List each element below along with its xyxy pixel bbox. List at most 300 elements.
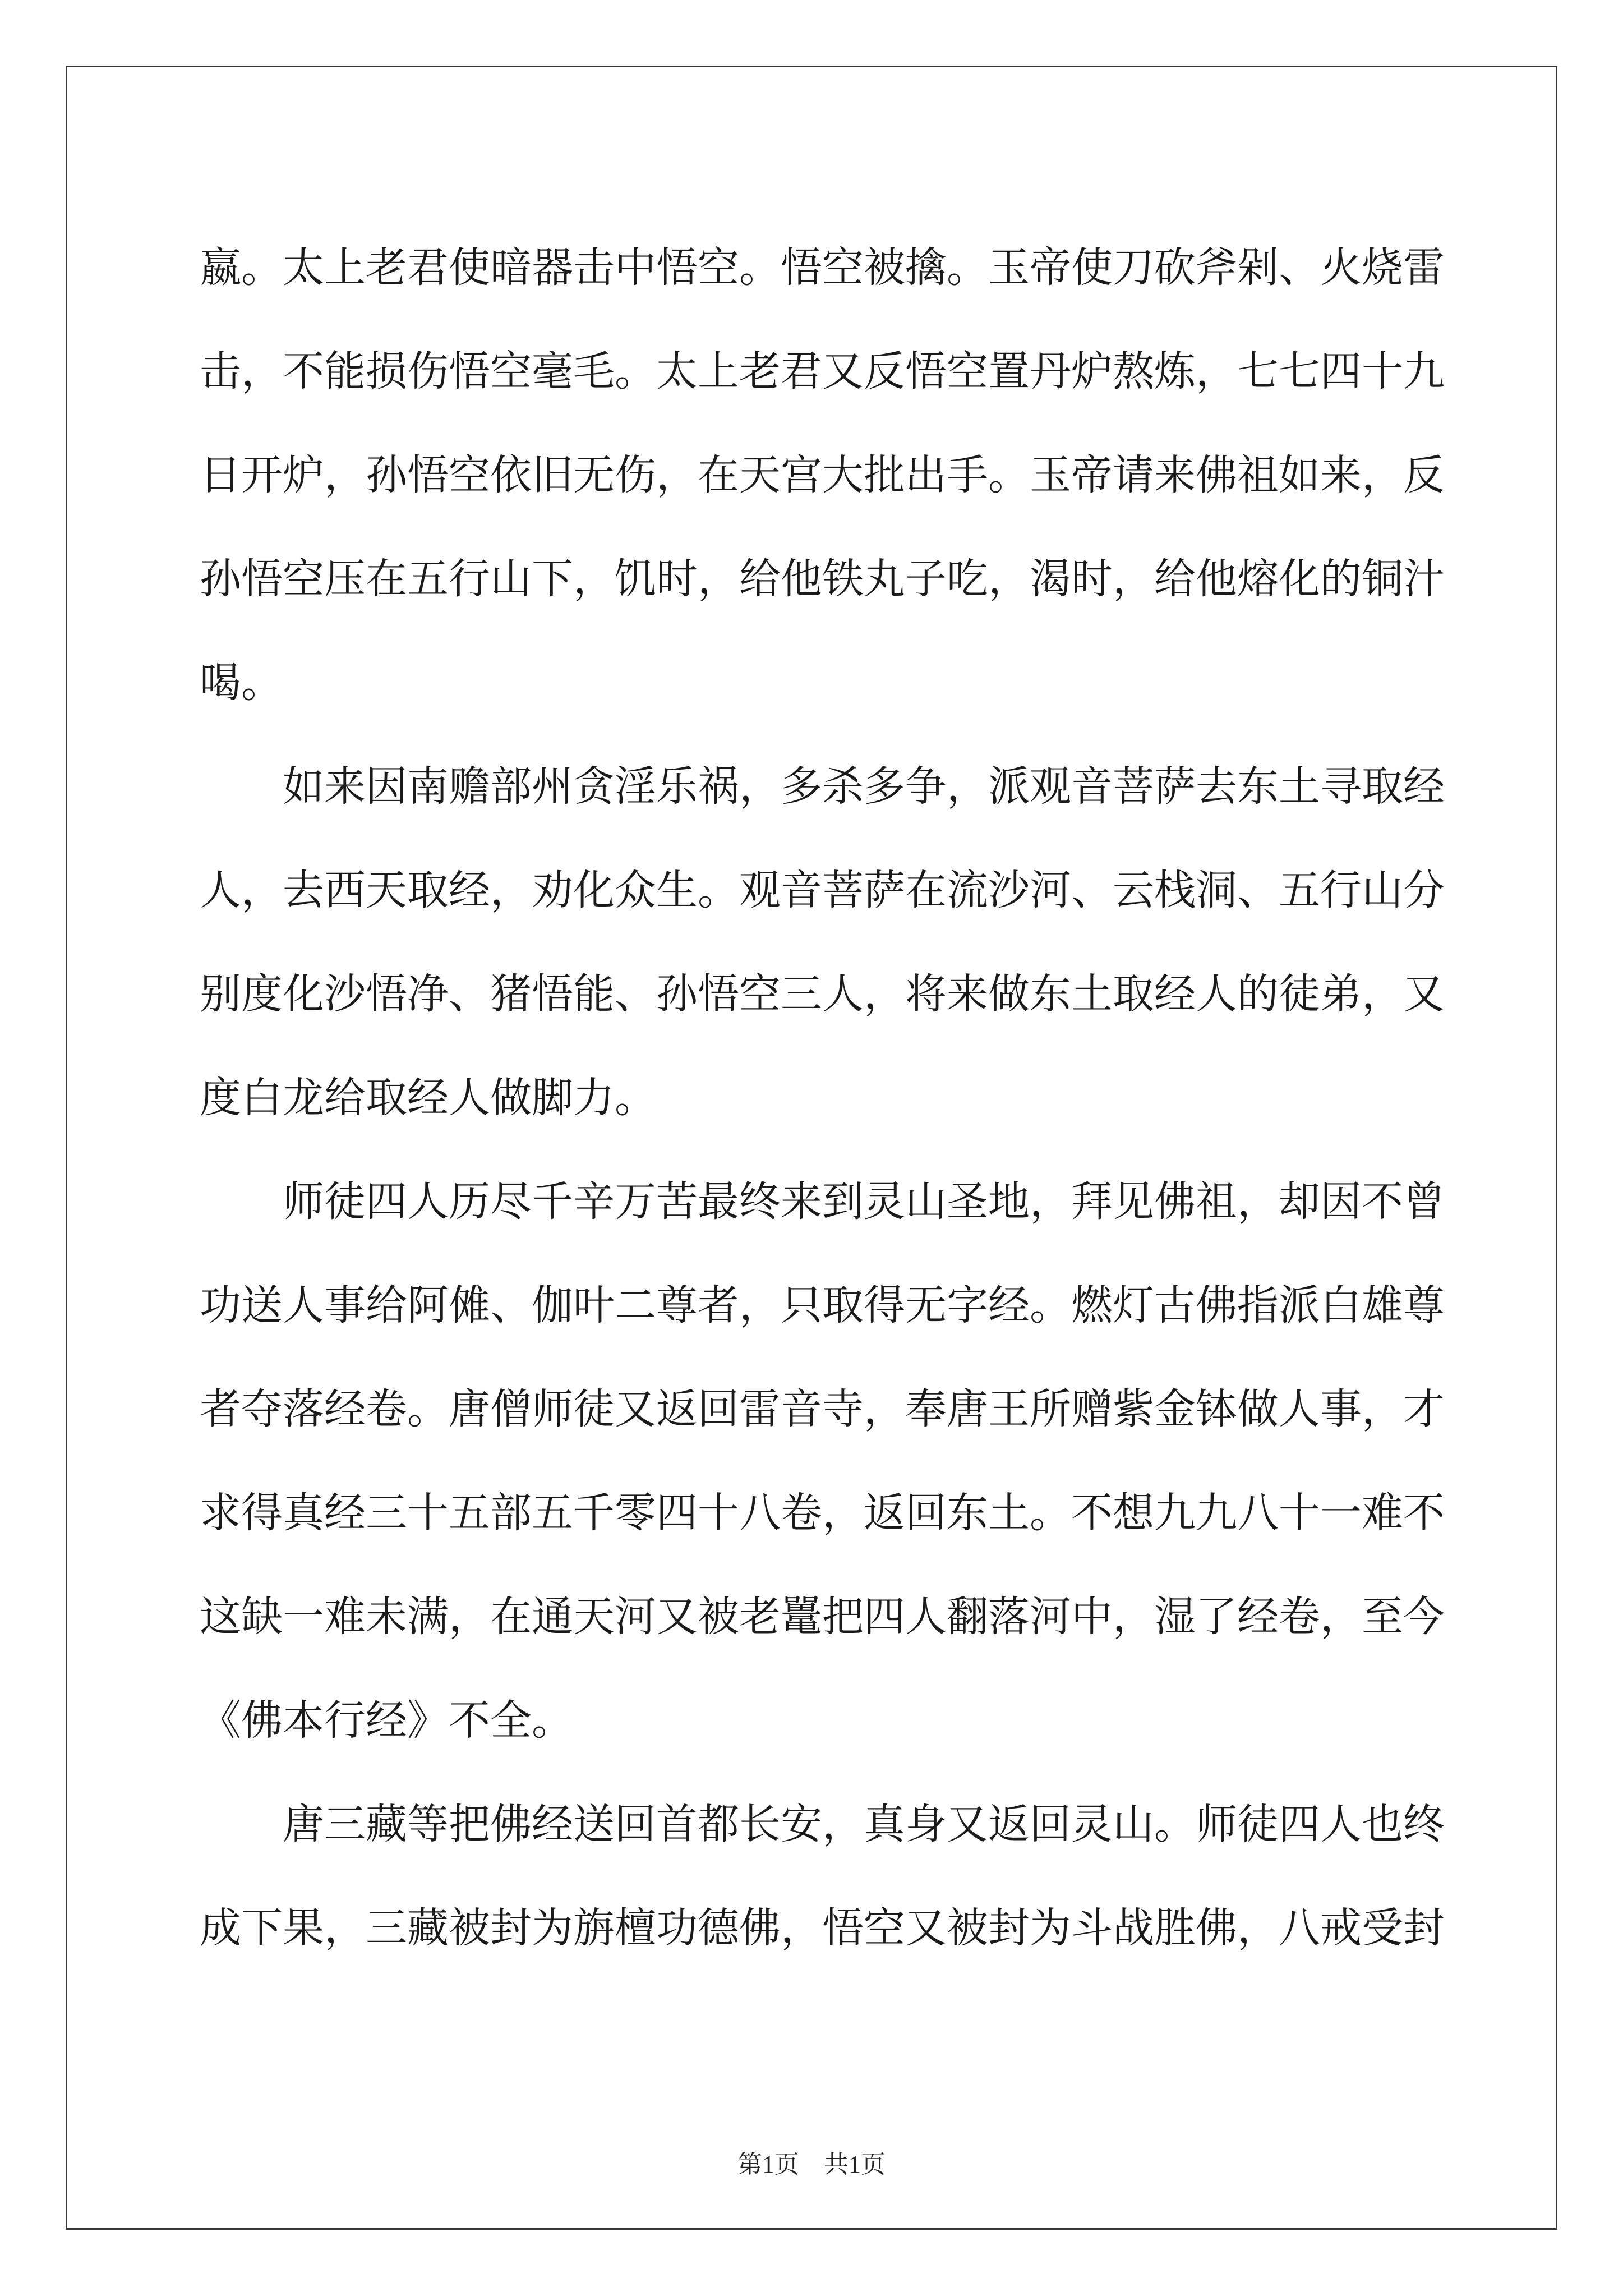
glyph: 君	[781, 347, 822, 395]
glyph: 师	[283, 1177, 324, 1226]
glyph: 三	[366, 1489, 407, 1537]
glyph: ，	[1196, 347, 1237, 395]
glyph: 悟	[532, 970, 573, 1018]
glyph: ，	[490, 866, 532, 914]
glyph: 河	[615, 1593, 656, 1641]
glyph: 置	[988, 347, 1030, 395]
glyph: 赠	[1071, 1385, 1113, 1433]
glyph: 派	[1279, 1281, 1320, 1329]
glyph: 贪	[573, 762, 615, 811]
glyph: 菩	[1113, 762, 1154, 811]
glyph: 鼍	[781, 1593, 822, 1641]
glyph: 部	[490, 762, 532, 811]
glyph: 观	[739, 866, 781, 914]
text-line	[200, 1876, 1445, 1980]
glyph: 玉	[1030, 451, 1071, 499]
glyph: ，	[1030, 1177, 1071, 1226]
glyph: 首	[656, 1800, 698, 1848]
glyph: 千	[573, 1489, 615, 1537]
glyph: 灵	[864, 1177, 905, 1226]
glyph: 压	[324, 555, 366, 603]
glyph: 古	[1154, 1281, 1196, 1329]
line-text: 喝。	[200, 659, 283, 707]
glyph: 尊	[1403, 1281, 1445, 1329]
glyph: 东	[1237, 762, 1279, 811]
glyph: 太	[283, 243, 324, 292]
glyph: 丸	[864, 555, 905, 603]
glyph: 八	[1279, 1904, 1320, 1952]
glyph: 果	[283, 1904, 324, 1952]
glyph: 唐	[449, 1385, 490, 1433]
glyph: 流	[947, 866, 988, 914]
glyph: 在	[490, 1593, 532, 1641]
glyph: 东	[947, 1489, 988, 1537]
glyph: 众	[615, 866, 656, 914]
glyph: 赡	[449, 762, 490, 811]
glyph: 君	[407, 243, 449, 292]
glyph: 他	[1196, 555, 1237, 603]
glyph: 返	[988, 1800, 1030, 1848]
glyph: 徒	[324, 1177, 366, 1226]
glyph: 终	[739, 1177, 781, 1226]
glyph: 开	[241, 451, 283, 499]
glyph: 剁	[1237, 243, 1279, 292]
text-line	[200, 1773, 1445, 1876]
glyph: 封	[490, 1904, 532, 1952]
glyph: 檀	[615, 1904, 656, 1952]
glyph: 如	[1279, 451, 1320, 499]
glyph: 来	[1320, 451, 1362, 499]
glyph: 行	[1320, 866, 1362, 914]
glyph: 如	[283, 762, 324, 811]
glyph: ，	[573, 555, 615, 603]
glyph: 师	[532, 1385, 573, 1433]
glyph: 州	[532, 762, 573, 811]
glyph: 难	[1362, 1489, 1403, 1537]
glyph: 卷	[366, 1385, 407, 1433]
page-footer	[0, 2144, 1623, 2180]
glyph: ，	[988, 555, 1030, 603]
glyph: 争	[905, 762, 947, 811]
glyph: 反	[864, 347, 905, 395]
glyph: 观	[1030, 762, 1071, 811]
glyph: 唐	[947, 1385, 988, 1433]
glyph: 阿	[407, 1281, 449, 1329]
glyph: 中	[1071, 1593, 1113, 1641]
glyph: 五	[449, 1489, 490, 1537]
glyph: 炉	[283, 451, 324, 499]
glyph: ，	[1362, 1385, 1403, 1433]
glyph: 化	[1279, 555, 1320, 603]
glyph: 悟	[366, 970, 407, 1018]
glyph: 取	[407, 866, 449, 914]
glyph: 上	[698, 347, 739, 395]
text-line	[200, 527, 1445, 631]
glyph: 回	[698, 1385, 739, 1433]
glyph: 只	[781, 1281, 822, 1329]
glyph: 老	[366, 243, 407, 292]
glyph: 中	[615, 243, 656, 292]
glyph: 回	[905, 1489, 947, 1537]
glyph: 经	[1403, 762, 1445, 811]
glyph: 人	[283, 1281, 324, 1329]
glyph: 杀	[822, 762, 864, 811]
glyph: 人	[1196, 970, 1237, 1018]
glyph: 人	[1279, 1385, 1320, 1433]
glyph: 才	[1403, 1385, 1445, 1433]
glyph: 卷	[1279, 1593, 1320, 1641]
glyph: 子	[905, 555, 947, 603]
glyph: 在	[366, 555, 407, 603]
glyph: 九	[1403, 347, 1445, 395]
glyph: 见	[1113, 1177, 1154, 1226]
glyph: 悟	[241, 555, 283, 603]
text-line	[200, 1254, 1445, 1358]
glyph: 不	[1071, 1489, 1113, 1537]
glyph: 下	[241, 1904, 283, 1952]
glyph: 孙	[656, 970, 698, 1018]
glyph: ，	[1113, 1593, 1154, 1641]
text-line	[200, 1150, 1445, 1254]
glyph: 给	[366, 1281, 407, 1329]
glyph: 他	[781, 555, 822, 603]
text-line	[200, 735, 1445, 839]
glyph: 零	[615, 1489, 656, 1537]
glyph: 下	[532, 555, 573, 603]
glyph: 刀	[1113, 243, 1154, 292]
glyph: 南	[407, 762, 449, 811]
glyph: 等	[407, 1800, 449, 1848]
glyph: 最	[698, 1177, 739, 1226]
glyph: 僧	[490, 1385, 532, 1433]
glyph: 缺	[241, 1593, 283, 1641]
glyph: 伽	[532, 1281, 573, 1329]
glyph: 万	[615, 1177, 656, 1226]
glyph: 时	[1071, 555, 1113, 603]
glyph: 了	[1196, 1593, 1237, 1641]
glyph: 悟	[656, 243, 698, 292]
glyph: 。	[739, 243, 781, 292]
text-line	[200, 1565, 1445, 1669]
glyph: 封	[988, 1904, 1030, 1952]
glyph: 无	[573, 451, 615, 499]
glyph: 派	[988, 762, 1030, 811]
glyph: 淫	[615, 762, 656, 811]
glyph: 反	[1403, 451, 1445, 499]
glyph: 千	[532, 1177, 573, 1226]
glyph: 苦	[656, 1177, 698, 1226]
glyph: 度	[241, 970, 283, 1018]
glyph: 又	[656, 1593, 698, 1641]
glyph: 土	[1071, 970, 1113, 1018]
glyph: 玉	[988, 243, 1030, 292]
glyph: 白	[1320, 1281, 1362, 1329]
text-line	[200, 839, 1445, 942]
glyph: 拜	[1071, 1177, 1113, 1226]
glyph: 二	[615, 1281, 656, 1329]
glyph: 能	[573, 970, 615, 1018]
glyph: 十	[698, 1489, 739, 1537]
glyph: 嬴	[200, 243, 241, 292]
glyph: 叶	[573, 1281, 615, 1329]
glyph: 做	[1237, 1385, 1279, 1433]
glyph: 把	[822, 1593, 864, 1641]
glyph: 一	[283, 1593, 324, 1641]
glyph: 西	[324, 866, 366, 914]
glyph: 指	[1237, 1281, 1279, 1329]
glyph: 被	[864, 243, 905, 292]
glyph: 雄	[1362, 1281, 1403, 1329]
glyph: 因	[1320, 1177, 1362, 1226]
text-line	[200, 216, 1445, 320]
glyph: 时	[656, 555, 698, 603]
glyph: 返	[864, 1489, 905, 1537]
glyph: ，	[449, 1593, 490, 1641]
glyph: 成	[200, 1904, 241, 1952]
glyph: 难	[324, 1593, 366, 1641]
glyph: 别	[200, 970, 241, 1018]
glyph: 空	[490, 347, 532, 395]
glyph: 得	[241, 1489, 283, 1537]
glyph: ，	[1237, 1904, 1279, 1952]
glyph: 雷	[739, 1385, 781, 1433]
glyph: 十	[1362, 347, 1403, 395]
glyph: 被	[947, 1904, 988, 1952]
glyph: 满	[407, 1593, 449, 1641]
glyph: 藏	[407, 1904, 449, 1952]
glyph: 回	[615, 1800, 656, 1848]
glyph: 空	[449, 451, 490, 499]
glyph: 为	[532, 1904, 573, 1952]
glyph: 吃	[947, 555, 988, 603]
glyph: 沙	[324, 970, 366, 1018]
glyph: 祖	[1237, 451, 1279, 499]
glyph: 至	[1362, 1593, 1403, 1641]
glyph: 空	[739, 970, 781, 1018]
glyph: 德	[698, 1904, 739, 1952]
text-line	[200, 942, 1445, 1046]
glyph: 却	[1279, 1177, 1320, 1226]
glyph: 经	[532, 1800, 573, 1848]
glyph: 回	[1030, 1800, 1071, 1848]
glyph: 空	[283, 555, 324, 603]
glyph: 击	[200, 347, 241, 395]
glyph: 炉	[1071, 347, 1113, 395]
glyph: 长	[739, 1800, 781, 1848]
glyph: 被	[449, 1904, 490, 1952]
glyph: 佛	[1196, 1904, 1237, 1952]
glyph: 又	[822, 347, 864, 395]
glyph: 事	[324, 1281, 366, 1329]
glyph: 上	[324, 243, 366, 292]
glyph: 取	[1113, 970, 1154, 1018]
glyph: 悟	[905, 347, 947, 395]
glyph: 旧	[532, 451, 573, 499]
glyph: 空	[864, 1904, 905, 1952]
glyph: 。	[241, 243, 283, 292]
glyph: 功	[656, 1904, 698, 1952]
glyph: 旃	[573, 1904, 615, 1952]
text-line	[200, 1046, 1421, 1150]
glyph: 太	[656, 347, 698, 395]
glyph: 历	[449, 1177, 490, 1226]
glyph: 使	[449, 243, 490, 292]
glyph: 毫	[532, 347, 573, 395]
glyph: 损	[366, 347, 407, 395]
glyph: 沙	[988, 866, 1030, 914]
glyph: 取	[822, 1281, 864, 1329]
glyph: 化	[573, 866, 615, 914]
glyph: 日	[200, 451, 241, 499]
text-line	[200, 1669, 1421, 1773]
glyph: 不	[1362, 1177, 1403, 1226]
glyph: 斗	[1071, 1904, 1113, 1952]
glyph: 悟	[781, 243, 822, 292]
glyph: 依	[490, 451, 532, 499]
glyph: 佛	[739, 1904, 781, 1952]
glyph: 湿	[1154, 1593, 1196, 1641]
glyph: 五	[407, 555, 449, 603]
glyph: 来	[781, 1177, 822, 1226]
glyph: 身	[905, 1800, 947, 1848]
glyph: 天	[573, 1593, 615, 1641]
glyph: 落	[988, 1593, 1030, 1641]
glyph: ，	[1113, 555, 1154, 603]
glyph: 七	[1237, 347, 1279, 395]
glyph: 三	[366, 1904, 407, 1952]
glyph: 河	[1030, 866, 1071, 914]
glyph: 、	[490, 1281, 532, 1329]
glyph: 老	[739, 1593, 781, 1641]
glyph: 佛	[1154, 1177, 1196, 1226]
glyph: 洞	[1196, 866, 1237, 914]
glyph: 河	[1030, 1593, 1071, 1641]
glyph: 人	[822, 970, 864, 1018]
glyph: 紫	[1113, 1385, 1154, 1433]
glyph: ，	[864, 970, 905, 1018]
glyph: 为	[1030, 1904, 1071, 1952]
glyph: 今	[1403, 1593, 1445, 1641]
glyph: 音	[781, 1385, 822, 1433]
glyph: 来	[947, 970, 988, 1018]
glyph: 寺	[822, 1385, 864, 1433]
glyph: 四	[366, 1177, 407, 1226]
glyph: 、	[615, 970, 656, 1018]
glyph: 金	[1154, 1385, 1196, 1433]
glyph: 把	[449, 1800, 490, 1848]
glyph: 东	[1030, 970, 1071, 1018]
glyph: 斧	[1196, 243, 1237, 292]
page-number-label: 第1页 共1页	[737, 2151, 886, 2178]
glyph: 的	[1320, 555, 1362, 603]
glyph: 山	[905, 1177, 947, 1226]
glyph: 三	[781, 970, 822, 1018]
glyph: 想	[1113, 1489, 1154, 1537]
glyph: 灵	[1071, 1800, 1113, 1848]
glyph: 戒	[1320, 1904, 1362, 1952]
glyph: 熔	[1237, 555, 1279, 603]
glyph: 藏	[366, 1800, 407, 1848]
glyph: 佛	[490, 1800, 532, 1848]
glyph: 铜	[1362, 555, 1403, 603]
glyph: 寻	[1320, 762, 1362, 811]
glyph: 空	[947, 347, 988, 395]
glyph: 人	[200, 866, 241, 914]
glyph: 。	[698, 866, 739, 914]
text-line	[200, 1358, 1445, 1461]
glyph: 这	[200, 1593, 241, 1641]
glyph: 钵	[1196, 1385, 1237, 1433]
glyph: 。	[1154, 1800, 1196, 1848]
glyph: 王	[988, 1385, 1030, 1433]
glyph: 萨	[1154, 762, 1196, 811]
glyph: 取	[1362, 762, 1403, 811]
glyph: ，	[1320, 1593, 1362, 1641]
glyph: 人	[407, 1177, 449, 1226]
glyph: 悟	[822, 1904, 864, 1952]
glyph: 师	[1196, 1800, 1237, 1848]
glyph: 给	[1154, 555, 1196, 603]
glyph: 经	[324, 1385, 366, 1433]
glyph: 燃	[1071, 1281, 1113, 1329]
glyph: 终	[1403, 1800, 1445, 1848]
line-text: 度白龙给取经人做脚力。	[200, 1074, 656, 1122]
glyph: 奉	[905, 1385, 947, 1433]
glyph: 化	[283, 970, 324, 1018]
glyph: ，	[947, 762, 988, 811]
glyph: 被	[698, 1593, 739, 1641]
glyph: 部	[490, 1489, 532, 1537]
glyph: 经	[1237, 1593, 1279, 1641]
glyph: 圣	[947, 1177, 988, 1226]
glyph: 生	[656, 866, 698, 914]
glyph: 尽	[490, 1177, 532, 1226]
glyph: 空	[698, 243, 739, 292]
glyph: ，	[324, 451, 366, 499]
glyph: 做	[988, 970, 1030, 1018]
glyph: 五	[532, 1489, 573, 1537]
glyph: 菩	[822, 866, 864, 914]
glyph: 所	[1030, 1385, 1071, 1433]
glyph: 汁	[1403, 555, 1445, 603]
glyph: 多	[781, 762, 822, 811]
glyph: 地	[988, 1177, 1030, 1226]
glyph: 乐	[656, 762, 698, 811]
glyph: 、	[1071, 866, 1113, 914]
glyph: 徒	[1279, 970, 1320, 1018]
glyph: 经	[988, 1281, 1030, 1329]
glyph: 的	[1237, 970, 1279, 1018]
glyph: 又	[1403, 970, 1445, 1018]
glyph: 给	[739, 555, 781, 603]
glyph: 通	[532, 1593, 573, 1641]
glyph: 山	[1113, 1800, 1154, 1848]
glyph: 十	[407, 1489, 449, 1537]
glyph: 去	[283, 866, 324, 914]
glyph: 祸	[698, 762, 739, 811]
glyph: 大	[822, 451, 864, 499]
glyph: 、	[1279, 243, 1320, 292]
glyph: 伤	[407, 347, 449, 395]
glyph: 得	[864, 1281, 905, 1329]
glyph: 能	[324, 347, 366, 395]
glyph: ，	[822, 1800, 864, 1848]
glyph: 封	[1403, 1904, 1445, 1952]
glyph: 夺	[241, 1385, 283, 1433]
glyph: 一	[1320, 1489, 1362, 1537]
glyph: 佛	[1196, 1281, 1237, 1329]
glyph: 人	[905, 1593, 947, 1641]
